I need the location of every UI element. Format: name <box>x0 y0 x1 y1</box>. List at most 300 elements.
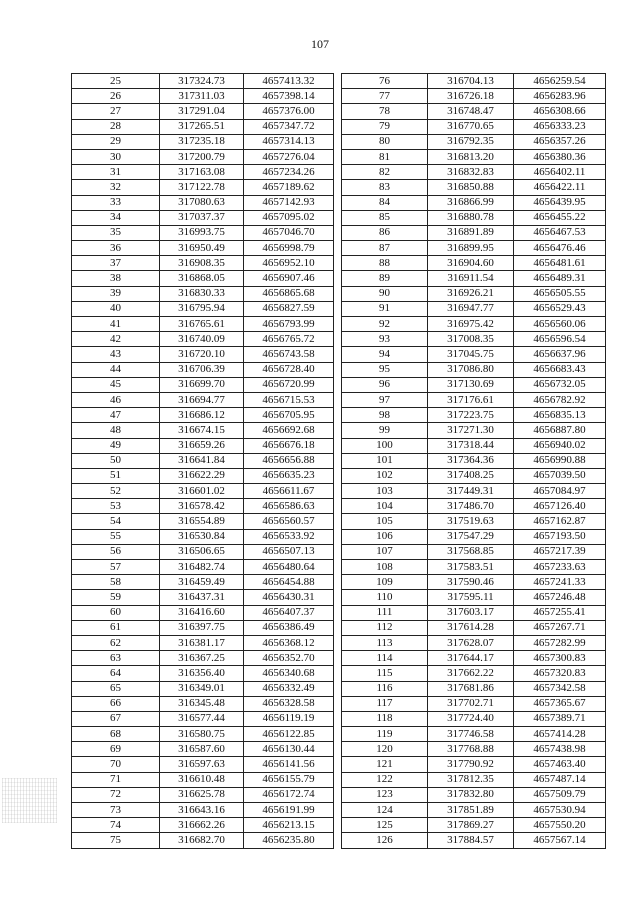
point-number-cell: 119 <box>342 727 428 742</box>
table-row <box>72 757 334 772</box>
x-coordinate-cell: 316682.70 <box>160 833 244 848</box>
y-coordinate-cell: 4656439.95 <box>514 195 606 210</box>
x-coordinate-cell: 317884.57 <box>428 833 514 848</box>
point-number-cell: 117 <box>342 696 428 711</box>
point-number-cell: 52 <box>72 484 160 499</box>
y-coordinate-cell: 4656467.53 <box>514 225 606 240</box>
table-row <box>342 468 606 483</box>
point-number-cell: 116 <box>342 681 428 696</box>
y-coordinate-cell: 4657189.62 <box>244 180 334 195</box>
y-coordinate-cell: 4656352.70 <box>244 651 334 666</box>
y-coordinate-cell: 4656422.11 <box>514 180 606 195</box>
table-row <box>72 575 334 590</box>
x-coordinate-cell: 316880.78 <box>428 210 514 225</box>
x-coordinate-cell: 316748.47 <box>428 104 514 119</box>
table-row <box>342 271 606 286</box>
point-number-cell: 90 <box>342 286 428 301</box>
table-row <box>342 560 606 575</box>
table-row <box>72 620 334 635</box>
table-row <box>72 271 334 286</box>
point-number-cell: 26 <box>72 89 160 104</box>
point-number-cell: 91 <box>342 301 428 316</box>
x-coordinate-cell: 316993.75 <box>160 225 244 240</box>
table-row <box>342 210 606 225</box>
y-coordinate-cell: 4656952.10 <box>244 256 334 271</box>
y-coordinate-cell: 4656454.88 <box>244 575 334 590</box>
y-coordinate-cell: 4656907.46 <box>244 271 334 286</box>
x-coordinate-cell: 316765.61 <box>160 317 244 332</box>
table-row <box>342 347 606 362</box>
point-number-cell: 33 <box>72 195 160 210</box>
table-row <box>72 210 334 225</box>
table-row <box>342 453 606 468</box>
point-number-cell: 115 <box>342 666 428 681</box>
table-row <box>342 317 606 332</box>
x-coordinate-cell: 316416.60 <box>160 605 244 620</box>
table-row <box>342 787 606 802</box>
point-number-cell: 27 <box>72 104 160 119</box>
point-number-cell: 88 <box>342 256 428 271</box>
point-number-cell: 104 <box>342 499 428 514</box>
table-body-left <box>72 74 334 849</box>
y-coordinate-cell: 4656407.37 <box>244 605 334 620</box>
x-coordinate-cell: 317486.70 <box>428 499 514 514</box>
x-coordinate-cell: 317746.58 <box>428 727 514 742</box>
point-number-cell: 38 <box>72 271 160 286</box>
point-number-cell: 109 <box>342 575 428 590</box>
point-number-cell: 39 <box>72 286 160 301</box>
x-coordinate-cell: 317223.75 <box>428 408 514 423</box>
point-number-cell: 111 <box>342 605 428 620</box>
x-coordinate-cell: 316792.35 <box>428 134 514 149</box>
table-row <box>342 484 606 499</box>
x-coordinate-cell: 316908.35 <box>160 256 244 271</box>
table-row <box>342 104 606 119</box>
x-coordinate-cell: 316610.48 <box>160 772 244 787</box>
table-row <box>72 681 334 696</box>
table-row <box>72 74 334 89</box>
y-coordinate-cell: 4657487.14 <box>514 772 606 787</box>
y-coordinate-cell: 4656380.36 <box>514 149 606 164</box>
y-coordinate-cell: 4657095.02 <box>244 210 334 225</box>
point-number-cell: 96 <box>342 377 428 392</box>
table-row <box>342 544 606 559</box>
point-number-cell: 54 <box>72 514 160 529</box>
x-coordinate-cell: 317595.11 <box>428 590 514 605</box>
y-coordinate-cell: 4656430.31 <box>244 590 334 605</box>
y-coordinate-cell: 4657342.58 <box>514 681 606 696</box>
point-number-cell: 78 <box>342 104 428 119</box>
point-number-cell: 48 <box>72 423 160 438</box>
table-row <box>72 818 334 833</box>
y-coordinate-cell: 4656656.88 <box>244 453 334 468</box>
table-row <box>72 317 334 332</box>
y-coordinate-cell: 4656940.02 <box>514 438 606 453</box>
point-number-cell: 120 <box>342 742 428 757</box>
x-coordinate-cell: 317568.85 <box>428 544 514 559</box>
x-coordinate-cell: 317603.17 <box>428 605 514 620</box>
table-row <box>72 119 334 134</box>
table-row <box>342 241 606 256</box>
table-row <box>342 514 606 529</box>
x-coordinate-cell: 316482.74 <box>160 560 244 575</box>
table-row <box>72 134 334 149</box>
x-coordinate-cell: 316830.33 <box>160 286 244 301</box>
y-coordinate-cell: 4656368.12 <box>244 635 334 650</box>
point-number-cell: 125 <box>342 818 428 833</box>
point-number-cell: 100 <box>342 438 428 453</box>
y-coordinate-cell: 4657126.40 <box>514 499 606 514</box>
y-coordinate-cell: 4657376.00 <box>244 104 334 119</box>
point-number-cell: 47 <box>72 408 160 423</box>
point-number-cell: 42 <box>72 332 160 347</box>
y-coordinate-cell: 4657282.99 <box>514 635 606 650</box>
y-coordinate-cell: 4656765.72 <box>244 332 334 347</box>
table-row <box>72 89 334 104</box>
table-row <box>72 590 334 605</box>
table-row <box>72 241 334 256</box>
y-coordinate-cell: 4656505.55 <box>514 286 606 301</box>
x-coordinate-cell: 317583.51 <box>428 560 514 575</box>
point-number-cell: 83 <box>342 180 428 195</box>
point-number-cell: 124 <box>342 803 428 818</box>
point-number-cell: 25 <box>72 74 160 89</box>
y-coordinate-cell: 4656705.95 <box>244 408 334 423</box>
table-row <box>342 757 606 772</box>
x-coordinate-cell: 316950.49 <box>160 241 244 256</box>
x-coordinate-cell: 317724.40 <box>428 711 514 726</box>
y-coordinate-cell: 4656235.80 <box>244 833 334 848</box>
point-number-cell: 123 <box>342 787 428 802</box>
point-number-cell: 93 <box>342 332 428 347</box>
page-number: 107 <box>311 37 329 51</box>
table-row <box>72 803 334 818</box>
x-coordinate-cell: 317662.22 <box>428 666 514 681</box>
table-row <box>342 89 606 104</box>
x-coordinate-cell: 316345.48 <box>160 696 244 711</box>
table-row <box>72 149 334 164</box>
table-row <box>342 225 606 240</box>
table-row <box>72 787 334 802</box>
table-row <box>342 195 606 210</box>
point-number-cell: 57 <box>72 560 160 575</box>
x-coordinate-cell: 316381.17 <box>160 635 244 650</box>
table-row <box>72 696 334 711</box>
point-number-cell: 89 <box>342 271 428 286</box>
x-coordinate-cell: 317681.86 <box>428 681 514 696</box>
x-coordinate-cell: 316706.39 <box>160 362 244 377</box>
y-coordinate-cell: 4656732.05 <box>514 377 606 392</box>
x-coordinate-cell: 316975.42 <box>428 317 514 332</box>
x-coordinate-cell: 316625.78 <box>160 787 244 802</box>
x-coordinate-cell: 317408.25 <box>428 468 514 483</box>
table-row <box>72 392 334 407</box>
point-number-cell: 51 <box>72 468 160 483</box>
point-number-cell: 99 <box>342 423 428 438</box>
y-coordinate-cell: 4656692.68 <box>244 423 334 438</box>
y-coordinate-cell: 4657039.50 <box>514 468 606 483</box>
point-number-cell: 108 <box>342 560 428 575</box>
point-number-cell: 110 <box>342 590 428 605</box>
table-row <box>72 225 334 240</box>
point-number-cell: 32 <box>72 180 160 195</box>
table-row <box>72 180 334 195</box>
point-number-cell: 43 <box>72 347 160 362</box>
y-coordinate-cell: 4656357.26 <box>514 134 606 149</box>
x-coordinate-cell: 316641.84 <box>160 453 244 468</box>
y-coordinate-cell: 4656191.99 <box>244 803 334 818</box>
table-row <box>72 286 334 301</box>
y-coordinate-cell: 4657509.79 <box>514 787 606 802</box>
y-coordinate-cell: 4657246.48 <box>514 590 606 605</box>
point-number-cell: 63 <box>72 651 160 666</box>
x-coordinate-cell: 316587.60 <box>160 742 244 757</box>
y-coordinate-cell: 4657550.20 <box>514 818 606 833</box>
x-coordinate-cell: 317324.73 <box>160 74 244 89</box>
x-coordinate-cell: 317271.30 <box>428 423 514 438</box>
y-coordinate-cell: 4656333.23 <box>514 119 606 134</box>
x-coordinate-cell: 316601.02 <box>160 484 244 499</box>
y-coordinate-cell: 4656455.22 <box>514 210 606 225</box>
y-coordinate-cell: 4656283.96 <box>514 89 606 104</box>
point-number-cell: 49 <box>72 438 160 453</box>
table-row <box>342 635 606 650</box>
point-number-cell: 81 <box>342 149 428 164</box>
table-row <box>72 423 334 438</box>
y-coordinate-cell: 4657234.26 <box>244 165 334 180</box>
table-row <box>342 681 606 696</box>
x-coordinate-cell: 316437.31 <box>160 590 244 605</box>
point-number-cell: 102 <box>342 468 428 483</box>
y-coordinate-cell: 4656340.68 <box>244 666 334 681</box>
x-coordinate-cell: 316349.01 <box>160 681 244 696</box>
table-row <box>72 453 334 468</box>
point-number-cell: 37 <box>72 256 160 271</box>
x-coordinate-cell: 316674.15 <box>160 423 244 438</box>
point-number-cell: 82 <box>342 165 428 180</box>
point-number-cell: 75 <box>72 833 160 848</box>
point-number-cell: 66 <box>72 696 160 711</box>
y-coordinate-cell: 4656141.56 <box>244 757 334 772</box>
x-coordinate-cell: 316720.10 <box>160 347 244 362</box>
table-row <box>342 301 606 316</box>
point-number-cell: 44 <box>72 362 160 377</box>
table-row <box>342 362 606 377</box>
x-coordinate-cell: 316597.63 <box>160 757 244 772</box>
table-row <box>342 696 606 711</box>
x-coordinate-cell: 317122.78 <box>160 180 244 195</box>
x-coordinate-cell: 316694.77 <box>160 392 244 407</box>
table-row <box>72 347 334 362</box>
table-row <box>342 575 606 590</box>
x-coordinate-cell: 316770.65 <box>428 119 514 134</box>
point-number-cell: 46 <box>72 392 160 407</box>
x-coordinate-cell: 317812.35 <box>428 772 514 787</box>
x-coordinate-cell: 316850.88 <box>428 180 514 195</box>
point-number-cell: 79 <box>342 119 428 134</box>
table-row <box>342 620 606 635</box>
table-row <box>72 332 334 347</box>
y-coordinate-cell: 4657300.83 <box>514 651 606 666</box>
point-number-cell: 58 <box>72 575 160 590</box>
table-row <box>72 529 334 544</box>
y-coordinate-cell: 4656793.99 <box>244 317 334 332</box>
point-number-cell: 50 <box>72 453 160 468</box>
y-coordinate-cell: 4657438.98 <box>514 742 606 757</box>
point-number-cell: 86 <box>342 225 428 240</box>
y-coordinate-cell: 4656715.53 <box>244 392 334 407</box>
y-coordinate-cell: 4656402.11 <box>514 165 606 180</box>
point-number-cell: 122 <box>342 772 428 787</box>
table-row <box>72 468 334 483</box>
y-coordinate-cell: 4656172.74 <box>244 787 334 802</box>
x-coordinate-cell: 317291.04 <box>160 104 244 119</box>
x-coordinate-cell: 317768.88 <box>428 742 514 757</box>
point-number-cell: 28 <box>72 119 160 134</box>
x-coordinate-cell: 317265.51 <box>160 119 244 134</box>
point-number-cell: 114 <box>342 651 428 666</box>
point-number-cell: 68 <box>72 727 160 742</box>
table-row <box>342 119 606 134</box>
x-coordinate-cell: 317235.18 <box>160 134 244 149</box>
point-number-cell: 40 <box>72 301 160 316</box>
point-number-cell: 30 <box>72 149 160 164</box>
x-coordinate-cell: 316397.75 <box>160 620 244 635</box>
x-coordinate-cell: 316530.84 <box>160 529 244 544</box>
table-row <box>342 438 606 453</box>
y-coordinate-cell: 4656586.63 <box>244 499 334 514</box>
point-number-cell: 112 <box>342 620 428 635</box>
y-coordinate-cell: 4656835.13 <box>514 408 606 423</box>
point-number-cell: 65 <box>72 681 160 696</box>
y-coordinate-cell: 4657233.63 <box>514 560 606 575</box>
x-coordinate-cell: 317832.80 <box>428 787 514 802</box>
x-coordinate-cell: 316356.40 <box>160 666 244 681</box>
point-number-cell: 85 <box>342 210 428 225</box>
table-row <box>342 666 606 681</box>
point-number-cell: 73 <box>72 803 160 818</box>
y-coordinate-cell: 4657046.70 <box>244 225 334 240</box>
x-coordinate-cell: 316868.05 <box>160 271 244 286</box>
point-number-cell: 107 <box>342 544 428 559</box>
x-coordinate-cell: 316554.89 <box>160 514 244 529</box>
point-number-cell: 41 <box>72 317 160 332</box>
point-number-cell: 101 <box>342 453 428 468</box>
x-coordinate-cell: 316899.95 <box>428 241 514 256</box>
table-row <box>72 727 334 742</box>
x-coordinate-cell: 317702.71 <box>428 696 514 711</box>
x-coordinate-cell: 317163.08 <box>160 165 244 180</box>
x-coordinate-cell: 317449.31 <box>428 484 514 499</box>
coordinates-table-left <box>71 73 334 849</box>
point-number-cell: 94 <box>342 347 428 362</box>
table-row <box>72 651 334 666</box>
y-coordinate-cell: 4656683.43 <box>514 362 606 377</box>
y-coordinate-cell: 4656259.54 <box>514 74 606 89</box>
x-coordinate-cell: 317311.03 <box>160 89 244 104</box>
point-number-cell: 62 <box>72 635 160 650</box>
point-number-cell: 74 <box>72 818 160 833</box>
x-coordinate-cell: 317790.92 <box>428 757 514 772</box>
x-coordinate-cell: 317519.63 <box>428 514 514 529</box>
table-row <box>342 256 606 271</box>
point-number-cell: 121 <box>342 757 428 772</box>
y-coordinate-cell: 4656386.49 <box>244 620 334 635</box>
y-coordinate-cell: 4657314.13 <box>244 134 334 149</box>
x-coordinate-cell: 317590.46 <box>428 575 514 590</box>
point-number-cell: 77 <box>342 89 428 104</box>
x-coordinate-cell: 316947.77 <box>428 301 514 316</box>
y-coordinate-cell: 4656728.40 <box>244 362 334 377</box>
x-coordinate-cell: 316622.29 <box>160 468 244 483</box>
table-row <box>342 408 606 423</box>
table-row <box>342 180 606 195</box>
table-row <box>72 605 334 620</box>
table-row <box>72 742 334 757</box>
y-coordinate-cell: 4656720.99 <box>244 377 334 392</box>
table-row <box>72 514 334 529</box>
x-coordinate-cell: 317130.69 <box>428 377 514 392</box>
table-row <box>72 301 334 316</box>
table-row <box>342 590 606 605</box>
x-coordinate-cell: 316643.16 <box>160 803 244 818</box>
table-row <box>342 772 606 787</box>
x-coordinate-cell: 316911.54 <box>428 271 514 286</box>
table-row <box>72 165 334 180</box>
x-coordinate-cell: 316813.20 <box>428 149 514 164</box>
y-coordinate-cell: 4656529.43 <box>514 301 606 316</box>
point-number-cell: 87 <box>342 241 428 256</box>
table-row <box>72 499 334 514</box>
x-coordinate-cell: 316662.26 <box>160 818 244 833</box>
y-coordinate-cell: 4657389.71 <box>514 711 606 726</box>
point-number-cell: 118 <box>342 711 428 726</box>
point-number-cell: 64 <box>72 666 160 681</box>
table-row <box>342 742 606 757</box>
y-coordinate-cell: 4657241.33 <box>514 575 606 590</box>
x-coordinate-cell: 316367.25 <box>160 651 244 666</box>
x-coordinate-cell: 316686.12 <box>160 408 244 423</box>
point-number-cell: 35 <box>72 225 160 240</box>
point-number-cell: 98 <box>342 408 428 423</box>
point-number-cell: 53 <box>72 499 160 514</box>
x-coordinate-cell: 316659.26 <box>160 438 244 453</box>
point-number-cell: 105 <box>342 514 428 529</box>
y-coordinate-cell: 4656119.19 <box>244 711 334 726</box>
table-row <box>342 803 606 818</box>
table-row <box>72 484 334 499</box>
y-coordinate-cell: 4656596.54 <box>514 332 606 347</box>
table-row <box>342 165 606 180</box>
point-number-cell: 70 <box>72 757 160 772</box>
x-coordinate-cell: 317364.36 <box>428 453 514 468</box>
x-coordinate-cell: 317869.27 <box>428 818 514 833</box>
table-row <box>72 438 334 453</box>
x-coordinate-cell: 316459.49 <box>160 575 244 590</box>
y-coordinate-cell: 4656476.46 <box>514 241 606 256</box>
x-coordinate-cell: 316699.70 <box>160 377 244 392</box>
y-coordinate-cell: 4656560.57 <box>244 514 334 529</box>
x-coordinate-cell: 317628.07 <box>428 635 514 650</box>
y-coordinate-cell: 4656480.64 <box>244 560 334 575</box>
y-coordinate-cell: 4656155.79 <box>244 772 334 787</box>
table-row <box>72 544 334 559</box>
table-row <box>342 74 606 89</box>
x-coordinate-cell: 317200.79 <box>160 149 244 164</box>
y-coordinate-cell: 4656743.58 <box>244 347 334 362</box>
y-coordinate-cell: 4656308.66 <box>514 104 606 119</box>
y-coordinate-cell: 4657347.72 <box>244 119 334 134</box>
